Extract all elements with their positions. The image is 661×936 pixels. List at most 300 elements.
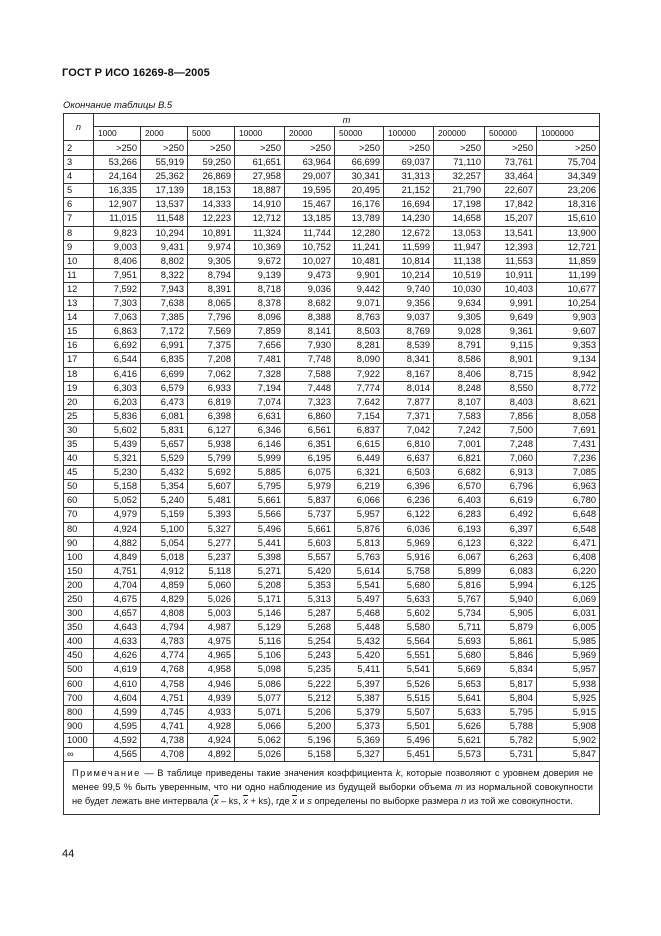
value-cell: 7,588 bbox=[285, 367, 335, 381]
value-cell: 21,152 bbox=[384, 184, 434, 198]
value-cell: 10,294 bbox=[141, 226, 188, 240]
value-cell: 5,626 bbox=[434, 719, 485, 733]
value-cell: 5,327 bbox=[335, 748, 384, 762]
value-cell: 5,734 bbox=[434, 607, 485, 621]
table-row bbox=[64, 522, 600, 536]
row-n-cell: 250 bbox=[64, 593, 94, 607]
value-cell: 9,473 bbox=[285, 268, 335, 282]
column-header-row bbox=[64, 127, 600, 141]
table-row bbox=[64, 353, 600, 367]
value-cell: 9,037 bbox=[384, 311, 434, 325]
table-row bbox=[64, 268, 600, 282]
value-cell: 5,052 bbox=[94, 494, 141, 508]
value-cell: 6,396 bbox=[384, 480, 434, 494]
value-cell: 6,503 bbox=[384, 466, 434, 480]
value-cell: 12,721 bbox=[537, 240, 600, 254]
value-cell: 5,846 bbox=[485, 649, 537, 663]
value-cell: 6,125 bbox=[537, 578, 600, 592]
value-cell: 5,795 bbox=[235, 480, 285, 494]
value-cell: 10,254 bbox=[537, 297, 600, 311]
table-row bbox=[64, 437, 600, 451]
value-cell: 6,123 bbox=[434, 536, 485, 550]
value-cell: 10,752 bbox=[285, 240, 335, 254]
note-text: и bbox=[296, 796, 308, 807]
value-cell: 5,397 bbox=[335, 677, 384, 691]
value-cell: 14,658 bbox=[434, 212, 485, 226]
column-header: 2000 bbox=[141, 127, 188, 141]
value-cell: 8,406 bbox=[434, 367, 485, 381]
standard-title: ГОСТ Р ИСО 16269-8—2005 bbox=[62, 67, 210, 79]
value-cell: 5,235 bbox=[285, 663, 335, 677]
table-row bbox=[64, 480, 600, 494]
value-cell: 5,277 bbox=[188, 536, 235, 550]
table-row bbox=[64, 536, 600, 550]
value-cell: 7,323 bbox=[285, 395, 335, 409]
value-cell: 5,271 bbox=[235, 564, 285, 578]
row-n-cell: 7 bbox=[64, 212, 94, 226]
value-cell: 9,028 bbox=[434, 325, 485, 339]
value-cell: 9,431 bbox=[141, 240, 188, 254]
value-cell: 6,648 bbox=[537, 508, 600, 522]
table-row bbox=[64, 367, 600, 381]
value-cell: 5,501 bbox=[384, 719, 434, 733]
value-cell: 6,796 bbox=[485, 480, 537, 494]
value-cell: 5,448 bbox=[335, 621, 384, 635]
row-n-cell: 14 bbox=[64, 311, 94, 325]
table-row bbox=[64, 141, 600, 156]
value-cell: 7,001 bbox=[434, 437, 485, 451]
table-row bbox=[64, 240, 600, 254]
value-cell: 8,248 bbox=[434, 381, 485, 395]
value-cell: 18,153 bbox=[188, 184, 235, 198]
value-cell: 6,303 bbox=[94, 381, 141, 395]
value-cell: 66,699 bbox=[335, 156, 384, 170]
row-n-cell: 15 bbox=[64, 325, 94, 339]
value-cell: 9,115 bbox=[485, 339, 537, 353]
value-cell: 7,922 bbox=[335, 367, 384, 381]
value-cell: 7,930 bbox=[285, 339, 335, 353]
row-header-n: n bbox=[64, 114, 94, 141]
table-row bbox=[64, 705, 600, 719]
row-n-cell: 300 bbox=[64, 607, 94, 621]
column-header: 20000 bbox=[285, 127, 335, 141]
value-cell: 7,154 bbox=[335, 409, 384, 423]
value-cell: 21,790 bbox=[434, 184, 485, 198]
table-row bbox=[64, 593, 600, 607]
table-row bbox=[64, 282, 600, 296]
row-n-cell: 10 bbox=[64, 254, 94, 268]
value-cell: 7,328 bbox=[235, 367, 285, 381]
table-row bbox=[64, 325, 600, 339]
value-cell: 5,159 bbox=[141, 508, 188, 522]
value-cell: 5,731 bbox=[485, 748, 537, 762]
value-cell: 7,242 bbox=[434, 423, 485, 437]
value-cell: 6,403 bbox=[434, 494, 485, 508]
note-text: из той же совокупности. bbox=[466, 796, 573, 807]
value-cell: 4,768 bbox=[141, 663, 188, 677]
value-cell: 5,661 bbox=[235, 494, 285, 508]
value-cell: 4,604 bbox=[94, 691, 141, 705]
value-cell: 11,599 bbox=[384, 240, 434, 254]
row-n-cell: 50 bbox=[64, 480, 94, 494]
value-cell: 9,740 bbox=[384, 282, 434, 296]
value-cell: 4,924 bbox=[188, 733, 235, 747]
value-cell: 9,071 bbox=[335, 297, 384, 311]
value-cell: 5,432 bbox=[335, 635, 384, 649]
note-text: , которые позволяют с уровнем доверия не менее 99,5 % быть уверенным, что ни одно наблюдение из будущей выборки объема bbox=[72, 768, 594, 793]
value-cell: 6,398 bbox=[188, 409, 235, 423]
value-cell: 69,037 bbox=[384, 156, 434, 170]
value-cell: 15,467 bbox=[285, 198, 335, 212]
value-cell: 7,656 bbox=[235, 339, 285, 353]
value-cell: 7,569 bbox=[188, 325, 235, 339]
value-cell: 5,557 bbox=[285, 550, 335, 564]
value-cell: 6,699 bbox=[141, 367, 188, 381]
value-cell: 8,014 bbox=[384, 381, 434, 395]
value-cell: 32,257 bbox=[434, 170, 485, 184]
row-n-cell: 800 bbox=[64, 705, 94, 719]
value-cell: 7,042 bbox=[384, 423, 434, 437]
value-cell: 6,193 bbox=[434, 522, 485, 536]
value-cell: 6,637 bbox=[384, 452, 434, 466]
row-n-cell: 17 bbox=[64, 353, 94, 367]
value-cell: 5,060 bbox=[188, 578, 235, 592]
value-cell: 13,537 bbox=[141, 198, 188, 212]
note-row bbox=[64, 762, 600, 815]
row-n-cell: 25 bbox=[64, 409, 94, 423]
value-cell: 6,449 bbox=[335, 452, 384, 466]
col-group-header-m: m bbox=[94, 114, 600, 127]
value-cell: 5,999 bbox=[235, 452, 285, 466]
value-cell: 6,351 bbox=[285, 437, 335, 451]
value-cell: 4,599 bbox=[94, 705, 141, 719]
value-cell: 8,058 bbox=[537, 409, 600, 423]
value-cell: 5,268 bbox=[285, 621, 335, 635]
table-row bbox=[64, 184, 600, 198]
value-cell: 6,346 bbox=[235, 423, 285, 437]
value-cell: >250 bbox=[335, 141, 384, 156]
value-cell: 6,544 bbox=[94, 353, 141, 367]
value-cell: 5,398 bbox=[235, 550, 285, 564]
value-cell: 6,397 bbox=[485, 522, 537, 536]
value-cell: 6,835 bbox=[141, 353, 188, 367]
value-cell: 11,947 bbox=[434, 240, 485, 254]
row-n-cell: ∞ bbox=[64, 748, 94, 762]
value-cell: 11,015 bbox=[94, 212, 141, 226]
value-cell: 8,901 bbox=[485, 353, 537, 367]
value-cell: 5,026 bbox=[235, 748, 285, 762]
value-cell: 8,802 bbox=[141, 254, 188, 268]
column-header: 200000 bbox=[434, 127, 485, 141]
value-cell: 5,158 bbox=[285, 748, 335, 762]
value-cell: 5,804 bbox=[485, 691, 537, 705]
value-cell: 5,799 bbox=[188, 452, 235, 466]
value-cell: 5,062 bbox=[235, 733, 285, 747]
value-cell: 4,619 bbox=[94, 663, 141, 677]
value-cell: 5,529 bbox=[141, 452, 188, 466]
value-cell: 9,607 bbox=[537, 325, 600, 339]
value-cell: 7,303 bbox=[94, 297, 141, 311]
value-cell: 5,379 bbox=[335, 705, 384, 719]
value-cell: 9,672 bbox=[235, 254, 285, 268]
value-cell: 8,942 bbox=[537, 367, 600, 381]
value-cell: 5,077 bbox=[235, 691, 285, 705]
value-cell: 7,060 bbox=[485, 452, 537, 466]
value-cell: 5,212 bbox=[285, 691, 335, 705]
table-row bbox=[64, 170, 600, 184]
table-caption: Окончание таблицы В.5 bbox=[63, 100, 173, 111]
row-n-cell: 19 bbox=[64, 381, 94, 395]
value-cell: 5,680 bbox=[434, 649, 485, 663]
value-cell: 5,767 bbox=[434, 593, 485, 607]
value-cell: 14,230 bbox=[384, 212, 434, 226]
value-cell: 8,096 bbox=[235, 311, 285, 325]
value-cell: 4,933 bbox=[188, 705, 235, 719]
value-cell: 5,940 bbox=[485, 593, 537, 607]
value-cell: 5,171 bbox=[235, 593, 285, 607]
table-row bbox=[64, 691, 600, 705]
value-cell: 9,634 bbox=[434, 297, 485, 311]
value-cell: 5,885 bbox=[235, 466, 285, 480]
value-cell: 6,619 bbox=[485, 494, 537, 508]
value-cell: 4,975 bbox=[188, 635, 235, 649]
row-n-cell: 100 bbox=[64, 550, 94, 564]
table-row bbox=[64, 212, 600, 226]
value-cell: 5,196 bbox=[285, 733, 335, 747]
value-cell: 7,691 bbox=[537, 423, 600, 437]
value-cell: 5,496 bbox=[384, 733, 434, 747]
value-cell: 6,219 bbox=[335, 480, 384, 494]
value-cell: 4,565 bbox=[94, 748, 141, 762]
value-cell: 5,847 bbox=[537, 748, 600, 762]
value-cell: 5,100 bbox=[141, 522, 188, 536]
table-row bbox=[64, 508, 600, 522]
value-cell: 20,495 bbox=[335, 184, 384, 198]
value-cell: 7,592 bbox=[94, 282, 141, 296]
value-cell: 6,819 bbox=[188, 395, 235, 409]
row-n-cell: 40 bbox=[64, 452, 94, 466]
value-cell: 9,134 bbox=[537, 353, 600, 367]
value-cell: 10,369 bbox=[235, 240, 285, 254]
value-cell: 15,610 bbox=[537, 212, 600, 226]
value-cell: 13,900 bbox=[537, 226, 600, 240]
value-cell: 6,283 bbox=[434, 508, 485, 522]
value-cell: 4,928 bbox=[188, 719, 235, 733]
row-n-cell: 900 bbox=[64, 719, 94, 733]
table-row bbox=[64, 254, 600, 268]
value-cell: 6,005 bbox=[537, 621, 600, 635]
value-cell: 5,614 bbox=[335, 564, 384, 578]
table-row bbox=[64, 297, 600, 311]
value-cell: 4,882 bbox=[94, 536, 141, 550]
value-cell: 5,603 bbox=[285, 536, 335, 550]
value-cell: 5,086 bbox=[235, 677, 285, 691]
table-row bbox=[64, 719, 600, 733]
value-cell: 5,387 bbox=[335, 691, 384, 705]
value-cell: 7,638 bbox=[141, 297, 188, 311]
value-cell: 6,083 bbox=[485, 564, 537, 578]
value-cell: 13,053 bbox=[434, 226, 485, 240]
value-cell: >250 bbox=[537, 141, 600, 156]
value-cell: 4,979 bbox=[94, 508, 141, 522]
value-cell: 10,677 bbox=[537, 282, 600, 296]
value-cell: 5,230 bbox=[94, 466, 141, 480]
value-cell: 14,333 bbox=[188, 198, 235, 212]
value-cell: 12,712 bbox=[235, 212, 285, 226]
value-cell: 7,062 bbox=[188, 367, 235, 381]
value-cell: 4,783 bbox=[141, 635, 188, 649]
row-n-cell: 4 bbox=[64, 170, 94, 184]
value-cell: 6,416 bbox=[94, 367, 141, 381]
value-cell: >250 bbox=[188, 141, 235, 156]
value-cell: 9,442 bbox=[335, 282, 384, 296]
value-cell: 11,324 bbox=[235, 226, 285, 240]
value-cell: 5,994 bbox=[485, 578, 537, 592]
value-cell: 4,626 bbox=[94, 649, 141, 663]
note-var-xbar: $\overline{x}$ bbox=[213, 796, 219, 807]
value-cell: 5,146 bbox=[235, 607, 285, 621]
table-row bbox=[64, 395, 600, 409]
value-cell: 75,704 bbox=[537, 156, 600, 170]
value-cell: 5,969 bbox=[384, 536, 434, 550]
value-cell: 5,938 bbox=[537, 677, 600, 691]
value-cell: 5,969 bbox=[537, 649, 600, 663]
value-cell: 7,385 bbox=[141, 311, 188, 325]
value-cell: 9,305 bbox=[188, 254, 235, 268]
value-cell: 4,892 bbox=[188, 748, 235, 762]
value-cell: 5,208 bbox=[235, 578, 285, 592]
table-body bbox=[64, 141, 600, 762]
note-text: из нормальной совокупности не будет лежать вне интервала ( bbox=[72, 782, 593, 807]
coefficient-table bbox=[63, 113, 600, 815]
value-cell: 7,371 bbox=[384, 409, 434, 423]
table-row bbox=[64, 733, 600, 747]
value-cell: 6,066 bbox=[335, 494, 384, 508]
value-cell: 4,987 bbox=[188, 621, 235, 635]
page-number: 44 bbox=[62, 848, 75, 860]
value-cell: 7,063 bbox=[94, 311, 141, 325]
value-cell: 8,141 bbox=[285, 325, 335, 339]
value-cell: 7,172 bbox=[141, 325, 188, 339]
value-cell: 4,774 bbox=[141, 649, 188, 663]
value-cell: 6,263 bbox=[485, 550, 537, 564]
value-cell: 7,248 bbox=[485, 437, 537, 451]
value-cell: 4,924 bbox=[94, 522, 141, 536]
value-cell: 8,403 bbox=[485, 395, 537, 409]
value-cell: 16,335 bbox=[94, 184, 141, 198]
value-cell: 27,958 bbox=[235, 170, 285, 184]
value-cell: 5,602 bbox=[94, 423, 141, 437]
value-cell: 5,116 bbox=[235, 635, 285, 649]
value-cell: 5,758 bbox=[384, 564, 434, 578]
value-cell: 6,579 bbox=[141, 381, 188, 395]
value-cell: 22,607 bbox=[485, 184, 537, 198]
value-cell: 34,349 bbox=[537, 170, 600, 184]
value-cell: 5,653 bbox=[434, 677, 485, 691]
row-n-cell: 45 bbox=[64, 466, 94, 480]
value-cell: 9,649 bbox=[485, 311, 537, 325]
value-cell: 5,200 bbox=[285, 719, 335, 733]
value-cell: >250 bbox=[235, 141, 285, 156]
table-row bbox=[64, 339, 600, 353]
value-cell: 5,817 bbox=[485, 677, 537, 691]
note-text: — В таблице приведены такие значения коэффициента bbox=[140, 768, 396, 779]
value-cell: >250 bbox=[285, 141, 335, 156]
value-cell: 5,573 bbox=[434, 748, 485, 762]
row-n-cell: 150 bbox=[64, 564, 94, 578]
value-cell: 6,682 bbox=[434, 466, 485, 480]
value-cell: 31,313 bbox=[384, 170, 434, 184]
value-cell: 6,408 bbox=[537, 550, 600, 564]
row-n-cell: 13 bbox=[64, 297, 94, 311]
value-cell: 5,071 bbox=[235, 705, 285, 719]
column-header: 5000 bbox=[188, 127, 235, 141]
value-cell: 7,085 bbox=[537, 466, 600, 480]
table-row bbox=[64, 550, 600, 564]
value-cell: 5,373 bbox=[335, 719, 384, 733]
value-cell: 59,250 bbox=[188, 156, 235, 170]
value-cell: 5,795 bbox=[485, 705, 537, 719]
table-row bbox=[64, 578, 600, 592]
value-cell: 9,036 bbox=[285, 282, 335, 296]
row-n-cell: 80 bbox=[64, 522, 94, 536]
value-cell: 6,780 bbox=[537, 494, 600, 508]
value-cell: 5,254 bbox=[285, 635, 335, 649]
value-cell: 5,369 bbox=[335, 733, 384, 747]
value-cell: 13,541 bbox=[485, 226, 537, 240]
value-cell: 7,951 bbox=[94, 268, 141, 282]
value-cell: 5,420 bbox=[285, 564, 335, 578]
value-cell: >250 bbox=[94, 141, 141, 156]
row-n-cell: 12 bbox=[64, 282, 94, 296]
row-n-cell: 18 bbox=[64, 367, 94, 381]
value-cell: 7,500 bbox=[485, 423, 537, 437]
value-cell: 8,715 bbox=[485, 367, 537, 381]
value-cell: 6,492 bbox=[485, 508, 537, 522]
value-cell: 8,772 bbox=[537, 381, 600, 395]
value-cell: 5,669 bbox=[434, 663, 485, 677]
value-cell: 53,266 bbox=[94, 156, 141, 170]
table-row bbox=[64, 564, 600, 578]
value-cell: 6,548 bbox=[537, 522, 600, 536]
note-text: + ks), где bbox=[247, 796, 293, 807]
row-n-cell: 200 bbox=[64, 578, 94, 592]
value-cell: 4,758 bbox=[141, 677, 188, 691]
value-cell: 5,813 bbox=[335, 536, 384, 550]
table-row bbox=[64, 409, 600, 423]
note-var-m: m bbox=[454, 782, 463, 793]
value-cell: 5,240 bbox=[141, 494, 188, 508]
note-var-xbar: $\overline{x}$ bbox=[243, 796, 248, 807]
value-cell: 24,164 bbox=[94, 170, 141, 184]
table-row bbox=[64, 607, 600, 621]
value-cell: 5,861 bbox=[485, 635, 537, 649]
value-cell: 9,139 bbox=[235, 268, 285, 282]
value-cell: 33,464 bbox=[485, 170, 537, 184]
table-note bbox=[64, 762, 600, 815]
value-cell: 10,814 bbox=[384, 254, 434, 268]
value-cell: 8,388 bbox=[285, 311, 335, 325]
value-cell: 5,432 bbox=[141, 466, 188, 480]
value-cell: >250 bbox=[485, 141, 537, 156]
value-cell: 9,901 bbox=[335, 268, 384, 282]
value-cell: 7,236 bbox=[537, 452, 600, 466]
value-cell: 63,964 bbox=[285, 156, 335, 170]
value-cell: 7,208 bbox=[188, 353, 235, 367]
value-cell: 4,738 bbox=[141, 733, 188, 747]
value-cell: 5,158 bbox=[94, 480, 141, 494]
value-cell: 5,607 bbox=[188, 480, 235, 494]
